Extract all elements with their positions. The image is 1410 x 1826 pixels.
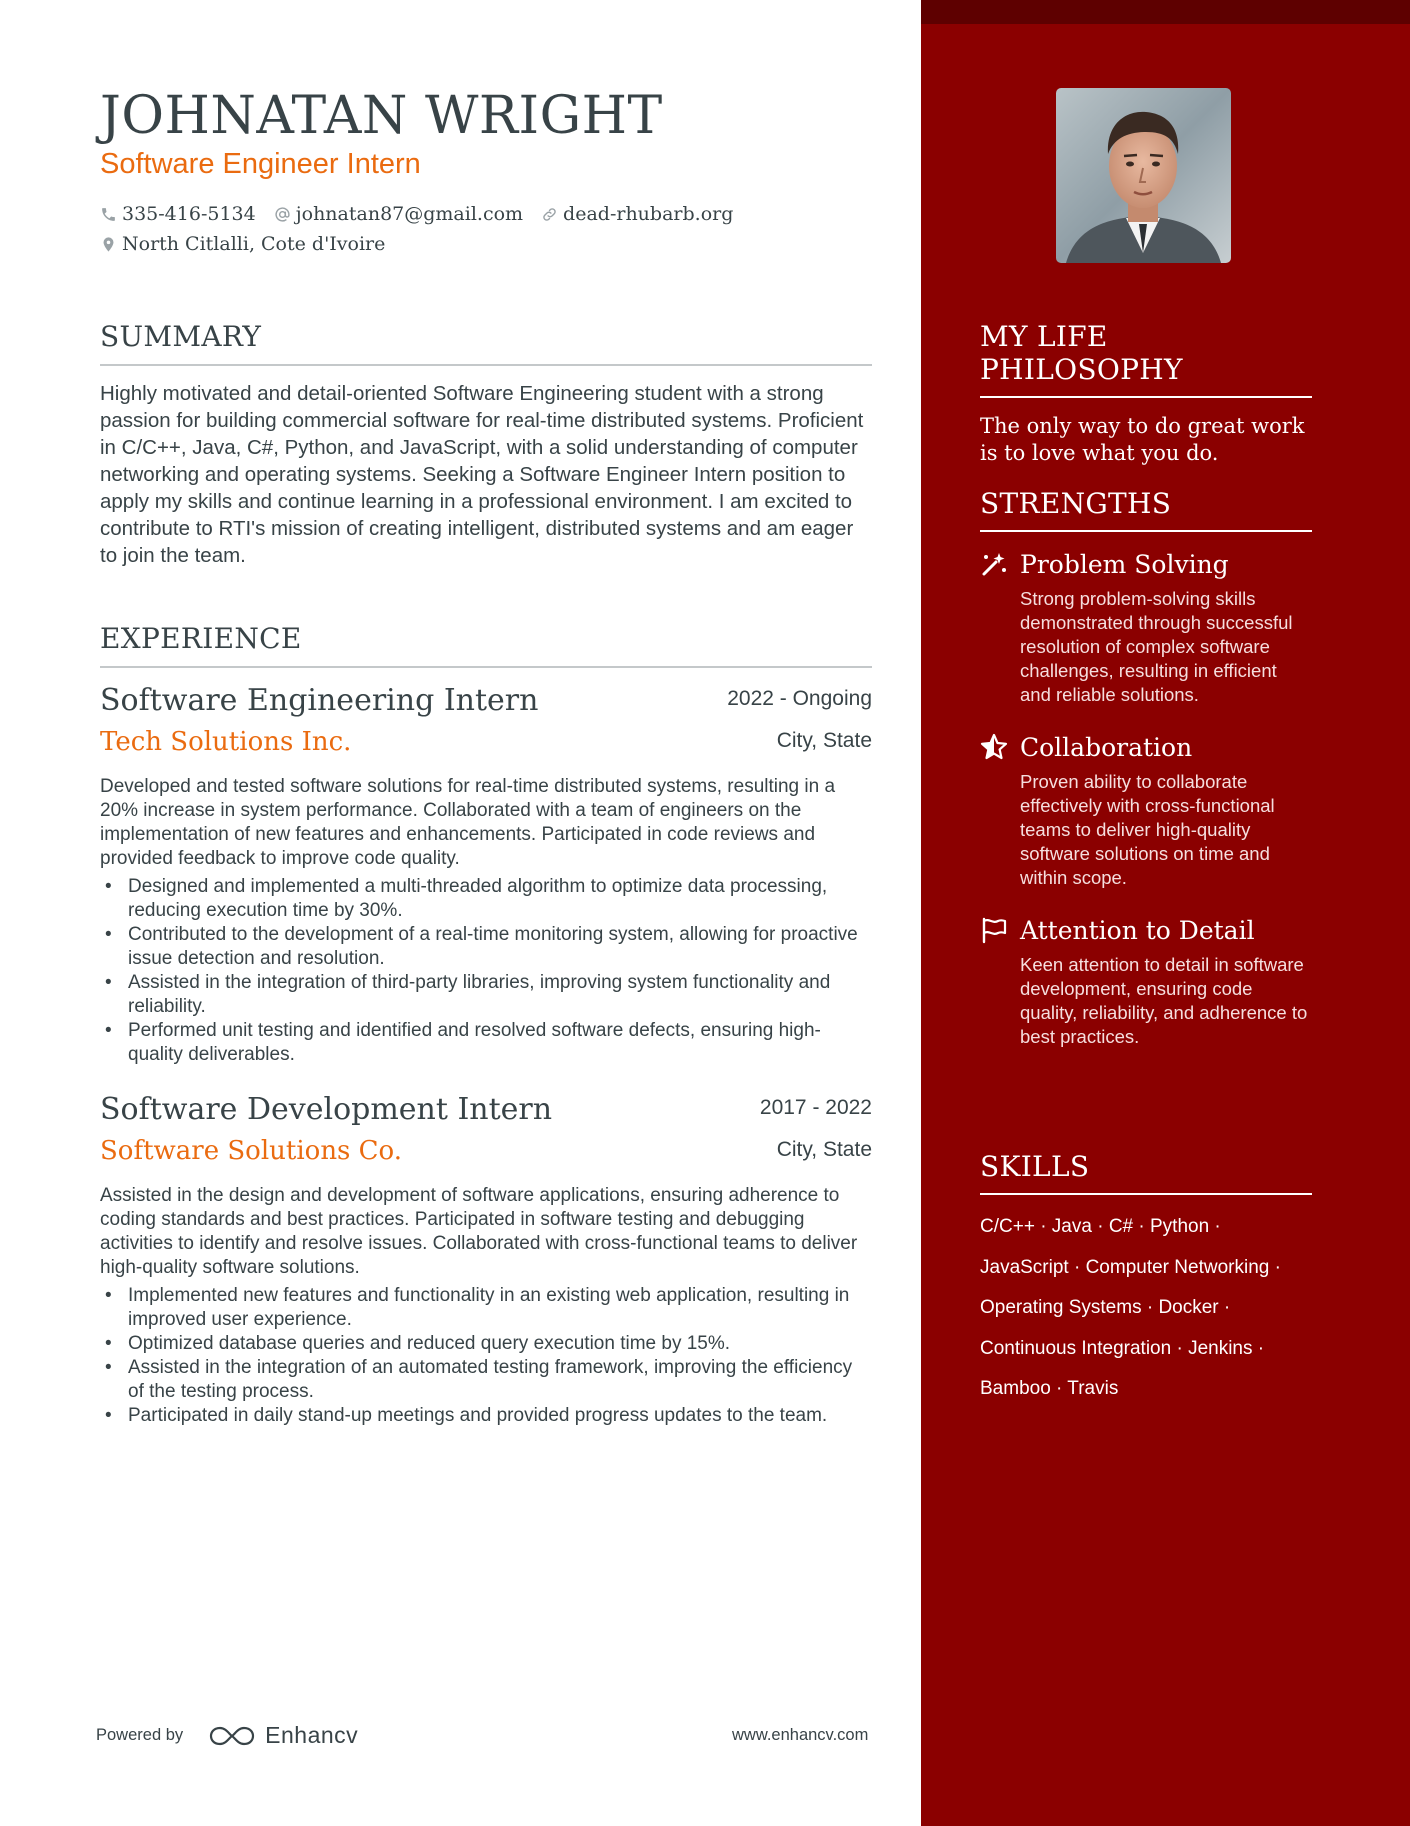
skills-title: SKILLS — [980, 1150, 1312, 1195]
job-title: Software Engineering Intern — [100, 683, 539, 718]
job-bullets — [100, 1284, 872, 1428]
philosophy-section — [980, 320, 1312, 467]
strength-description: Strong problem-solving skills demonstrated through successful resolution of complex software challenges, resulting in efficient and reliable solutions. — [1020, 588, 1293, 705]
job-bullet: • Assisted in the integration of an automated testing framework, improving the efficiency of the testing process. — [100, 1356, 872, 1404]
skills-list — [980, 1207, 1312, 1410]
job-bullet: • Designed and implemented a multi-threaded algorithm to optimize data processing, reducing execution time by 30%. — [100, 875, 872, 923]
strengths-title: STRENGTHS — [980, 487, 1312, 532]
email-text[interactable]: johnatan87@gmail.com — [295, 203, 524, 225]
contact-row-secondary — [100, 233, 403, 255]
job-location: City, State — [776, 729, 872, 752]
job-description-block — [100, 1184, 872, 1428]
contact-website[interactable] — [541, 203, 733, 225]
candidate-name: JOHNATAN WRIGHT — [100, 86, 663, 146]
footer-url[interactable]: www.enhancv.com — [732, 1726, 869, 1744]
experience-title: EXPERIENCE — [100, 622, 872, 668]
job-bullet: • Optimized database queries and reduced query execution time by 15%. — [100, 1332, 872, 1356]
skills-line: JavaScript · Computer Networking · — [980, 1256, 1281, 1278]
summary-text: Highly motivated and detail-oriented Software Engineering student with a strong passion for building commercial software for real-time distributed systems. Proficient in C/C++, Java, C#, Python, and JavaScript, with a solid understanding of computer networking and operating systems. Seeking a Software Engineer Intern position to apply my skills and continue learning in a professional environment. I am excited to contribute to RTI's mission of creating intelligent, distributed systems and am eager to join the team. — [100, 382, 864, 567]
skills-section — [980, 1150, 1312, 1410]
job-title: Software Development Intern — [100, 1092, 553, 1127]
summary-section — [100, 320, 872, 569]
link-icon — [541, 206, 558, 223]
job-bullet: • Performed unit testing and identified and resolved software defects, ensuring high-quality deliverables. — [100, 1019, 872, 1067]
job-bullets — [100, 875, 872, 1067]
skills-line: Bamboo · Travis — [980, 1378, 1119, 1399]
contact-phone — [100, 203, 256, 225]
website-text[interactable]: dead-rhubarb.org — [563, 203, 734, 225]
flag-icon — [980, 916, 1008, 944]
contact-email[interactable] — [274, 203, 523, 225]
job-location: City, State — [776, 1138, 872, 1161]
experience-section — [100, 622, 872, 668]
magic-wand-icon — [980, 550, 1008, 578]
avatar-portrait — [1056, 88, 1231, 263]
summary-title: SUMMARY — [100, 320, 872, 366]
job-description: Assisted in the design and development of software applications, ensuring adherence to coding standards and best practices. Participated in software testing and debugging activities to identify and resolve issues. Collaborated with cross-functional teams to deliver high-quality software solutions. — [100, 1185, 858, 1278]
strength-description: Keen attention to detail in software development, ensuring code quality, reliability, and adherence to best practices. — [1020, 954, 1308, 1047]
job-date: 2017 - 2022 — [759, 1096, 872, 1119]
strength-title: Attention to Detail — [1020, 915, 1255, 945]
candidate-role: Software Engineer Intern — [100, 148, 421, 180]
contact-location — [100, 233, 385, 255]
star-icon — [980, 733, 1008, 761]
phone-text: 335-416-5134 — [122, 203, 256, 225]
phone-icon — [100, 206, 117, 223]
skills-line: Continuous Integration · Jenkins · — [980, 1337, 1265, 1359]
strength-title: Collaboration — [1020, 732, 1193, 762]
skills-line: Operating Systems · Docker · — [980, 1297, 1231, 1318]
job-description: Developed and tested software solutions for real-time distributed systems, resulting in a 20% increase in system performance. Collaborated with a team of engineers on the implementation of new features and enhancements. Participated in code reviews and provided feedback to improve code quality. — [100, 776, 836, 869]
job-bullet: • Assisted in the integration of third-party libraries, improving system functionality and reliability. — [100, 971, 872, 1019]
job-bullet: • Contributed to the development of a real-time monitoring system, allowing for proactive issue detection and resolution. — [100, 923, 872, 971]
contact-row-primary — [100, 203, 751, 225]
at-icon — [274, 206, 291, 223]
strength-title: Problem Solving — [1020, 549, 1229, 579]
job-bullet: • Participated in daily stand-up meetings and provided progress updates to the team. — [100, 1404, 872, 1428]
job-date: 2022 - Ongoing — [727, 687, 872, 710]
strength-item — [980, 729, 1312, 890]
location-pin-icon — [100, 236, 117, 253]
job-bullet: • Implemented new features and functionality in an existing web application, resulting in improved user experience. — [100, 1284, 872, 1332]
philosophy-quote: The only way to do great work is to love what you do. — [980, 414, 1305, 465]
footer-branding — [96, 1722, 358, 1749]
philosophy-title: MY LIFE PHILOSOPHY — [980, 320, 1312, 398]
job-company: Tech Solutions Inc. — [100, 727, 352, 757]
job-company: Software Solutions Co. — [100, 1136, 403, 1166]
sidebar — [921, 0, 1410, 1826]
profile-photo — [1056, 88, 1231, 263]
powered-by-text: Powered by — [96, 1726, 184, 1744]
sidebar-top-bar — [921, 0, 1410, 24]
location-text: North Citlalli, Cote d'Ivoire — [122, 233, 386, 255]
strengths-section — [980, 487, 1312, 1049]
strength-item — [980, 546, 1312, 707]
brand-logo[interactable] — [209, 1722, 358, 1749]
strength-description: Proven ability to collaborate effectively with cross-functional teams to deliver high-quality software solutions on time and within scope. — [1020, 771, 1275, 888]
enhancv-logo-icon — [209, 1724, 255, 1748]
brand-name: Enhancv — [265, 1722, 359, 1748]
strength-item — [980, 912, 1312, 1049]
skills-line: C/C++ · Java · C# · Python · — [980, 1216, 1221, 1237]
job-description-block — [100, 775, 872, 1067]
